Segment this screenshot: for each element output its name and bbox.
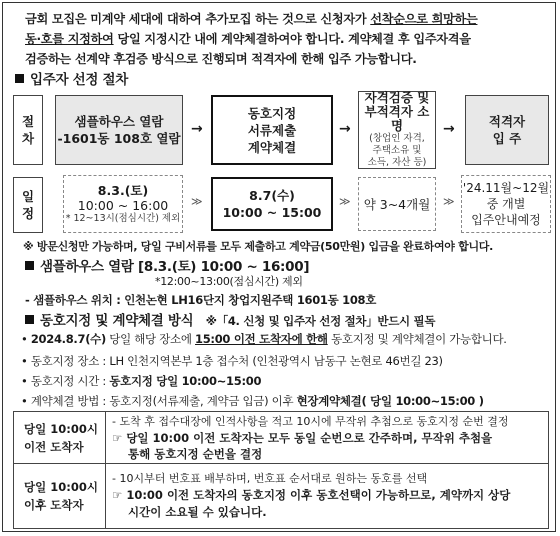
intro-paragraph: [25, 9, 545, 69]
schedule-verification: [358, 177, 436, 231]
contract-time: 동호지정 당일 10:00~15:00: [109, 374, 262, 388]
rule-text: 당일 10:00 이전 도착자는 모두 동일 순번으로 간주하며, 무작위 추첨을: [126, 431, 493, 445]
flow-step-verification: [358, 91, 436, 169]
arrow-icon: →: [339, 121, 351, 137]
schedule-period: '24.11월~12월: [462, 181, 550, 195]
text: 계약체결 방법 : 동호지정(서류제출, 계약금 입금) 이후: [30, 394, 297, 408]
intro-text-3: 검증하는 선계약 후검증 방식으로 진행되며 적격자에 한해 입주 가능합니다.: [25, 52, 417, 66]
section-title: 샘플하우스 열람 [8.3.(토) 10:00 ~ 16:00]: [40, 259, 310, 275]
section-title: 입주자 선정 절차: [30, 72, 128, 88]
schedule-time: 10:00 ~ 15:00: [222, 205, 322, 220]
schedule-period: 입주안내예정: [471, 213, 541, 227]
bullet-method: • 계약체결 방법 : 동호지정(서류제출, 계약금 입금) 이후 현장계약체결( 당일 10:00~15:00 ): [21, 394, 484, 408]
on-site-contract: 현장계약체결( 당일 10:00~15:00 ): [296, 394, 484, 408]
flow-step-move-in: [465, 95, 549, 165]
notice-page: [2, 2, 556, 532]
double-arrow-icon: ≫: [339, 195, 351, 208]
row-header-before-10: [14, 412, 106, 464]
double-arrow-icon: ≫: [191, 195, 203, 208]
section-title: 동호지정 및 계약체결 방식: [40, 313, 194, 329]
contract-location: 동호지정 장소 : LH 인천지역본부 1층 접수처 (인천광역시 남동구 논현로 46번길 23): [30, 354, 443, 368]
bullet-contract-date: • 2024.8.7(수) 당일 해당 장소에 15:00 이전 도착자에 한해 동호지정 및 계약체결이 가능합니다.: [21, 332, 507, 346]
schedule-sample-house: [63, 175, 183, 233]
text: 동호지정 및 계약체결이 가능합니다.: [327, 332, 507, 346]
double-arrow-icon: ≫: [443, 195, 455, 208]
step-detail: 주택소유 및: [372, 145, 422, 156]
schedule-note: * 12~13시(점심시간) 제외: [65, 213, 181, 224]
square-bullet-icon: [15, 74, 24, 83]
arrival-deadline: 15:00 이전 도착자에 한해: [195, 332, 328, 346]
text: 당일 해당 장소에: [105, 332, 196, 346]
schedule-duration: 약 3~4개월: [363, 196, 431, 212]
arrow-icon: →: [443, 121, 455, 137]
rule-text: - 10시부터 번호표 배부하며, 번호표 순서대로 원하는 동호를 선택: [112, 472, 428, 485]
schedule-date: 8.3.(토): [97, 183, 149, 198]
schedule-contract: [211, 177, 333, 231]
step-title: 서류제출: [247, 122, 297, 138]
flow-step-contract: [211, 95, 333, 165]
rule-text: 시간이 소요될 수 있습니다.: [128, 505, 267, 519]
rule-emphasis: [112, 430, 542, 446]
step-title: 샘플하우스 열람: [74, 114, 164, 129]
arrival-rules-table: [13, 411, 549, 529]
row-body-before-10: [106, 412, 548, 464]
section-heading-procedure: [15, 68, 128, 88]
flow-row-label-procedure: 절 차: [13, 95, 43, 165]
bullet-time: • 동호지정 시간 : 동호지정 당일 10:00~15:00: [21, 374, 262, 388]
intro-underlined: 선착순으로 희망하는: [370, 12, 478, 26]
contract-date: 2024.8.7(수): [30, 332, 106, 346]
pointer-icon: ☞: [112, 431, 123, 445]
schedule-period: 중 개별: [486, 197, 526, 211]
visit-notice: ※ 방문신청만 가능하며, 당일 구비서류를 모두 제출하고 계약금(50만원) 입금을 완료하여야 합니다.: [23, 240, 493, 253]
step-subtitle: -1601동 108호 열람: [57, 131, 181, 146]
step-title: 적격자: [488, 114, 526, 129]
header-text: 이후 도착자: [24, 498, 84, 512]
header-text: 당일 10:00시: [24, 480, 98, 494]
step-title: 입 주: [492, 131, 522, 146]
schedule-time: 10:00 ~ 16:00: [77, 198, 169, 213]
text: 동호지정 시간 :: [30, 374, 110, 388]
step-detail: (창업인 자격,: [369, 133, 425, 144]
rule-text: 10:00 이전 도착자의 동호지정 이후 동호선택이 가능하므로, 계약까지 상당: [126, 488, 511, 502]
header-text: 이전 도착자: [24, 439, 84, 454]
step-title: 동호지정: [247, 105, 297, 121]
square-bullet-icon: [25, 315, 34, 324]
square-bullet-icon: [25, 261, 34, 270]
step-title: 계약체결: [247, 139, 297, 155]
intro-text: 금회 모집은 미계약 세대에 대하여 추가모집 하는 것으로 신청자가: [25, 12, 371, 26]
arrow-icon: →: [191, 121, 203, 137]
lunch-note: *12:00~13:00(점심시간) 제외: [155, 275, 303, 288]
step-detail: 소득, 자산 등): [367, 157, 427, 168]
schedule-date: 8.7(수): [249, 188, 295, 203]
bullet-location: • 동호지정 장소 : LH 인천지역본부 1층 접수처 (인천광역시 남동구 논현로 46번길 23): [21, 354, 443, 368]
rule-emphasis: [112, 487, 542, 504]
intro-underlined-2: 동·호를 지정하여: [25, 32, 114, 46]
section-heading-contract: [25, 309, 435, 329]
rule-text: - 도착 후 접수대장에 인적사항을 적고 10시에 무작위 추첨으로 동호지정 순번 결정: [112, 415, 509, 428]
flow-step-sample-house: [55, 95, 183, 165]
header-text: 당일 10:00시: [24, 421, 98, 436]
sample-house-location: - 샘플하우스 위치 : 인천논현 LH16단지 창업지원주택 1601동 108호: [25, 293, 377, 307]
must-read-note: ※「4. 신청 및 입주자 선정 절차」반드시 필독: [205, 314, 436, 328]
row-header-after-10: [14, 464, 106, 528]
step-title: 부적격자 소명: [364, 104, 430, 133]
row-body-after-10: [106, 464, 548, 528]
schedule-move-in: [461, 175, 551, 233]
intro-text-2: 당일 지정시간 내에 계약체결하여야 합니다. 계약체결 후 입주자격을: [113, 32, 471, 46]
rule-text: 통해 동호지정 순번을 결정: [128, 447, 263, 461]
step-title: 자격검증 및: [364, 90, 430, 105]
section-heading-sample-house: [25, 255, 309, 275]
pointer-icon: ☞: [112, 488, 123, 502]
flow-row-label-schedule: 일 정: [13, 177, 43, 233]
